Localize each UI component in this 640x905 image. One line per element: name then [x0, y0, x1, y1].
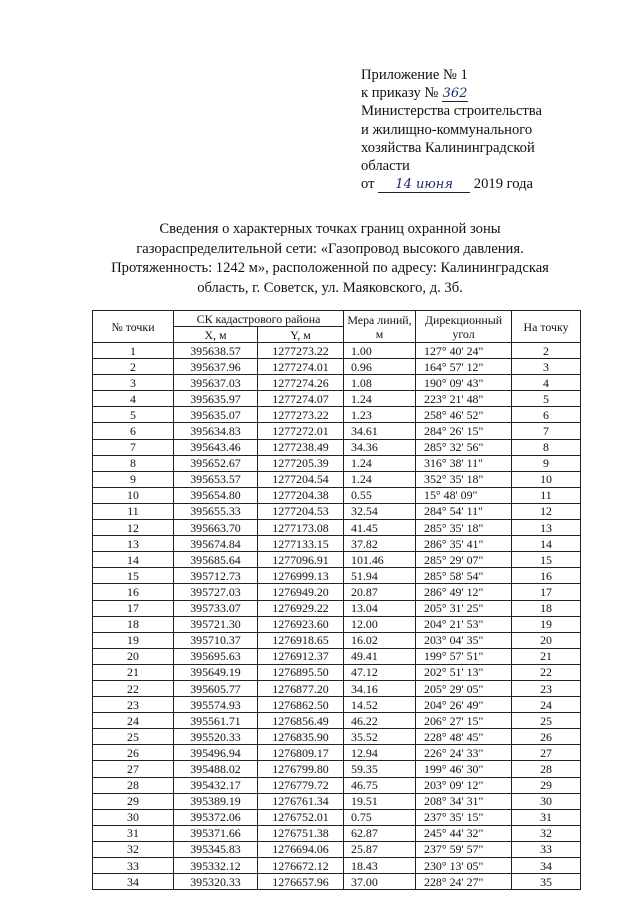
boundary-points-table	[92, 310, 581, 890]
direction-angle-cell: 204° 21' 53"	[416, 616, 512, 632]
y-coordinate-cell: 1276751.38	[258, 825, 344, 841]
to-point-cell: 30	[512, 793, 581, 809]
point-number-cell: 14	[93, 552, 174, 568]
x-coordinate-cell: 395371.66	[174, 825, 258, 841]
heading-line: область, г. Советск, ул. Маяковского, д. 3б.	[197, 279, 463, 296]
point-number-cell: 6	[93, 423, 174, 439]
y-coordinate-cell: 1276895.50	[258, 664, 344, 680]
ministry-line: области	[361, 158, 410, 175]
direction-angle-cell: 205° 31' 25"	[416, 600, 512, 616]
to-point-cell: 33	[512, 841, 581, 857]
line-length-cell: 47.12	[344, 664, 416, 680]
x-coordinate-cell: 395649.19	[174, 664, 258, 680]
direction-angle-cell: 204° 26' 49"	[416, 697, 512, 713]
line-length-cell: 12.94	[344, 745, 416, 761]
x-coordinate-cell: 395488.02	[174, 761, 258, 777]
point-number-cell: 11	[93, 503, 174, 519]
point-number-cell: 3	[93, 375, 174, 391]
x-coordinate-cell: 395655.33	[174, 503, 258, 519]
table-row	[93, 584, 581, 600]
x-coordinate-cell: 395653.57	[174, 471, 258, 487]
x-coordinate-cell: 395654.80	[174, 487, 258, 503]
table-row	[93, 777, 581, 793]
y-coordinate-cell: 1277274.07	[258, 391, 344, 407]
to-point-cell: 9	[512, 455, 581, 471]
y-coordinate-cell: 1277238.49	[258, 439, 344, 455]
line-length-cell: 0.96	[344, 359, 416, 375]
appendix-title: Приложение № 1	[361, 67, 468, 83]
x-coordinate-cell: 395712.73	[174, 568, 258, 584]
point-number-cell: 18	[93, 616, 174, 632]
heading-line: Сведения о характерных точках границ охранной зоны	[159, 221, 501, 237]
table-row	[93, 568, 581, 584]
to-point-cell: 24	[512, 697, 581, 713]
date-suffix: 2019 года	[473, 176, 534, 193]
line-length-cell: 37.82	[344, 536, 416, 552]
direction-angle-cell: 237° 59' 57"	[416, 841, 512, 857]
y-coordinate-cell: 1276672.12	[258, 858, 344, 874]
x-coordinate-cell: 395695.63	[174, 648, 258, 664]
header-sk-group: СК кадастрового района	[174, 311, 344, 327]
direction-angle-cell: 228° 48' 45"	[416, 729, 512, 745]
line-length-cell: 14.52	[344, 697, 416, 713]
y-coordinate-cell: 1276877.20	[258, 680, 344, 696]
table-row	[93, 520, 581, 536]
appendix-block	[361, 66, 621, 193]
to-point-cell: 13	[512, 520, 581, 536]
y-coordinate-cell: 1276694.06	[258, 841, 344, 857]
y-coordinate-cell: 1276799.80	[258, 761, 344, 777]
point-number-cell: 20	[93, 648, 174, 664]
table-row	[93, 407, 581, 423]
table-row	[93, 825, 581, 841]
table-row	[93, 713, 581, 729]
point-number-cell: 15	[93, 568, 174, 584]
line-length-cell: 1.00	[344, 343, 416, 359]
point-number-cell: 22	[93, 680, 174, 696]
direction-angle-cell: 15° 48' 09"	[416, 487, 512, 503]
to-point-cell: 3	[512, 359, 581, 375]
line-length-cell: 1.08	[344, 375, 416, 391]
line-length-cell: 34.61	[344, 423, 416, 439]
to-point-cell: 5	[512, 391, 581, 407]
y-coordinate-cell: 1276918.65	[258, 632, 344, 648]
document-heading	[100, 220, 560, 298]
table-row	[93, 680, 581, 696]
to-point-cell: 35	[512, 874, 581, 890]
to-point-cell: 31	[512, 809, 581, 825]
y-coordinate-cell: 1277096.91	[258, 552, 344, 568]
x-coordinate-cell: 395389.19	[174, 793, 258, 809]
line-length-cell: 19.51	[344, 793, 416, 809]
direction-angle-cell: 285° 35' 18"	[416, 520, 512, 536]
table-row	[93, 761, 581, 777]
line-length-cell: 13.04	[344, 600, 416, 616]
to-point-cell: 16	[512, 568, 581, 584]
line-length-cell: 37.00	[344, 874, 416, 890]
line-length-cell: 25.87	[344, 841, 416, 857]
table-row	[93, 503, 581, 519]
y-coordinate-cell: 1276923.60	[258, 616, 344, 632]
table-row	[93, 439, 581, 455]
table-row	[93, 616, 581, 632]
point-number-cell: 27	[93, 761, 174, 777]
to-point-cell: 10	[512, 471, 581, 487]
x-coordinate-cell: 395727.03	[174, 584, 258, 600]
table-row	[93, 552, 581, 568]
direction-angle-cell: 199° 46' 30"	[416, 761, 512, 777]
direction-angle-cell: 285° 58' 54"	[416, 568, 512, 584]
to-point-cell: 18	[512, 600, 581, 616]
point-number-cell: 13	[93, 536, 174, 552]
date-line	[361, 175, 621, 193]
y-coordinate-cell: 1276835.90	[258, 729, 344, 745]
to-point-cell: 32	[512, 825, 581, 841]
direction-angle-cell: 230° 13' 05"	[416, 858, 512, 874]
line-length-cell: 34.36	[344, 439, 416, 455]
line-length-cell: 0.75	[344, 809, 416, 825]
table-row	[93, 648, 581, 664]
table-row	[93, 858, 581, 874]
direction-angle-cell: 208° 34' 31"	[416, 793, 512, 809]
line-length-cell: 101.46	[344, 552, 416, 568]
y-coordinate-cell: 1277273.22	[258, 407, 344, 423]
to-point-cell: 29	[512, 777, 581, 793]
point-number-cell: 17	[93, 600, 174, 616]
direction-angle-cell: 286° 35' 41"	[416, 536, 512, 552]
x-coordinate-cell: 395332.12	[174, 858, 258, 874]
direction-angle-cell: 258° 46' 52"	[416, 407, 512, 423]
direction-angle-cell: 202° 51' 13"	[416, 664, 512, 680]
point-number-cell: 10	[93, 487, 174, 503]
point-number-cell: 4	[93, 391, 174, 407]
direction-angle-cell: 199° 57' 51"	[416, 648, 512, 664]
to-point-cell: 8	[512, 439, 581, 455]
table-row	[93, 600, 581, 616]
direction-angle-cell: 245° 44' 32"	[416, 825, 512, 841]
line-length-cell: 32.54	[344, 503, 416, 519]
heading-line: Протяженность: 1242 м», расположенной по адресу: Калининградская	[111, 260, 549, 276]
line-length-cell: 1.24	[344, 471, 416, 487]
y-coordinate-cell: 1276657.96	[258, 874, 344, 890]
ministry-line: и жилищно-коммунального	[361, 121, 533, 138]
table-row	[93, 745, 581, 761]
line-length-cell: 1.24	[344, 391, 416, 407]
to-point-cell: 19	[512, 616, 581, 632]
y-coordinate-cell: 1276862.50	[258, 697, 344, 713]
direction-angle-cell: 237° 35' 15"	[416, 809, 512, 825]
y-coordinate-cell: 1276929.22	[258, 600, 344, 616]
table-row	[93, 375, 581, 391]
to-point-cell: 25	[512, 713, 581, 729]
x-coordinate-cell: 395710.37	[174, 632, 258, 648]
line-length-cell: 59.35	[344, 761, 416, 777]
header-to-point: На точку	[512, 311, 581, 343]
direction-angle-cell: 205° 29' 05"	[416, 680, 512, 696]
table-row	[93, 632, 581, 648]
x-coordinate-cell: 395605.77	[174, 680, 258, 696]
order-number: 362	[442, 86, 468, 102]
point-number-cell: 30	[93, 809, 174, 825]
to-point-cell: 6	[512, 407, 581, 423]
direction-angle-cell: 206° 27' 15"	[416, 713, 512, 729]
line-length-cell: 12.00	[344, 616, 416, 632]
x-coordinate-cell: 395685.64	[174, 552, 258, 568]
direction-angle-cell: 190° 09' 43"	[416, 375, 512, 391]
y-coordinate-cell: 1277274.01	[258, 359, 344, 375]
header-y: Y, м	[258, 327, 344, 343]
direction-angle-cell: 226° 24' 33"	[416, 745, 512, 761]
y-coordinate-cell: 1277272.01	[258, 423, 344, 439]
header-x: X, м	[174, 327, 258, 343]
x-coordinate-cell: 395320.33	[174, 874, 258, 890]
table-row	[93, 841, 581, 857]
x-coordinate-cell: 395496.94	[174, 745, 258, 761]
x-coordinate-cell: 395634.83	[174, 423, 258, 439]
line-length-cell: 16.02	[344, 632, 416, 648]
line-length-cell: 62.87	[344, 825, 416, 841]
x-coordinate-cell: 395574.93	[174, 697, 258, 713]
y-coordinate-cell: 1277204.53	[258, 503, 344, 519]
point-number-cell: 32	[93, 841, 174, 857]
table-row	[93, 487, 581, 503]
direction-angle-cell: 352° 35' 18"	[416, 471, 512, 487]
point-number-cell: 12	[93, 520, 174, 536]
line-length-cell: 35.52	[344, 729, 416, 745]
line-length-cell: 46.22	[344, 713, 416, 729]
table-row	[93, 793, 581, 809]
to-point-cell: 11	[512, 487, 581, 503]
point-number-cell: 33	[93, 858, 174, 874]
point-number-cell: 24	[93, 713, 174, 729]
to-point-cell: 22	[512, 664, 581, 680]
x-coordinate-cell: 395733.07	[174, 600, 258, 616]
direction-angle-cell: 127° 40' 24"	[416, 343, 512, 359]
to-point-cell: 2	[512, 343, 581, 359]
table-row	[93, 423, 581, 439]
x-coordinate-cell: 395432.17	[174, 777, 258, 793]
table-row	[93, 729, 581, 745]
table-row	[93, 874, 581, 890]
direction-angle-cell: 285° 29' 07"	[416, 552, 512, 568]
table-row	[93, 697, 581, 713]
x-coordinate-cell: 395637.03	[174, 375, 258, 391]
to-point-cell: 20	[512, 632, 581, 648]
line-length-cell: 49.41	[344, 648, 416, 664]
to-point-cell: 14	[512, 536, 581, 552]
y-coordinate-cell: 1276779.72	[258, 777, 344, 793]
x-coordinate-cell: 395635.97	[174, 391, 258, 407]
point-number-cell: 2	[93, 359, 174, 375]
point-number-cell: 31	[93, 825, 174, 841]
to-point-cell: 21	[512, 648, 581, 664]
to-point-cell: 26	[512, 729, 581, 745]
table-row	[93, 343, 581, 359]
table-row	[93, 455, 581, 471]
y-coordinate-cell: 1277204.38	[258, 487, 344, 503]
to-point-cell: 15	[512, 552, 581, 568]
to-point-cell: 34	[512, 858, 581, 874]
to-point-cell: 27	[512, 745, 581, 761]
to-point-cell: 4	[512, 375, 581, 391]
y-coordinate-cell: 1277204.54	[258, 471, 344, 487]
x-coordinate-cell: 395637.96	[174, 359, 258, 375]
point-number-cell: 29	[93, 793, 174, 809]
header-point-number: № точки	[93, 311, 174, 343]
line-length-cell: 34.16	[344, 680, 416, 696]
y-coordinate-cell: 1277273.22	[258, 343, 344, 359]
x-coordinate-cell: 395643.46	[174, 439, 258, 455]
point-number-cell: 8	[93, 455, 174, 471]
line-length-cell: 46.75	[344, 777, 416, 793]
y-coordinate-cell: 1276912.37	[258, 648, 344, 664]
x-coordinate-cell: 395652.67	[174, 455, 258, 471]
point-number-cell: 16	[93, 584, 174, 600]
direction-angle-cell: 284° 26' 15"	[416, 423, 512, 439]
point-number-cell: 7	[93, 439, 174, 455]
x-coordinate-cell: 395520.33	[174, 729, 258, 745]
point-number-cell: 19	[93, 632, 174, 648]
direction-angle-cell: 228° 24' 27"	[416, 874, 512, 890]
x-coordinate-cell: 395674.84	[174, 536, 258, 552]
direction-angle-cell: 316° 38' 11"	[416, 455, 512, 471]
y-coordinate-cell: 1277173.08	[258, 520, 344, 536]
y-coordinate-cell: 1277205.39	[258, 455, 344, 471]
table-row	[93, 809, 581, 825]
x-coordinate-cell: 395721.30	[174, 616, 258, 632]
y-coordinate-cell: 1276761.34	[258, 793, 344, 809]
table-row	[93, 391, 581, 407]
direction-angle-cell: 203° 09' 12"	[416, 777, 512, 793]
to-point-cell: 17	[512, 584, 581, 600]
point-number-cell: 23	[93, 697, 174, 713]
direction-angle-cell: 223° 21' 48"	[416, 391, 512, 407]
to-point-cell: 12	[512, 503, 581, 519]
to-point-cell: 23	[512, 680, 581, 696]
point-number-cell: 5	[93, 407, 174, 423]
header-angle: Дирекционный угол	[416, 311, 512, 343]
point-number-cell: 21	[93, 664, 174, 680]
to-point-cell: 28	[512, 761, 581, 777]
x-coordinate-cell: 395638.57	[174, 343, 258, 359]
table-body	[93, 343, 581, 890]
date-handwritten: 14 июня	[378, 177, 470, 193]
y-coordinate-cell: 1276809.17	[258, 745, 344, 761]
direction-angle-cell: 164° 57' 12"	[416, 359, 512, 375]
direction-angle-cell: 284° 54' 11"	[416, 503, 512, 519]
line-length-cell: 1.23	[344, 407, 416, 423]
y-coordinate-cell: 1276949.20	[258, 584, 344, 600]
point-number-cell: 1	[93, 343, 174, 359]
y-coordinate-cell: 1276999.13	[258, 568, 344, 584]
direction-angle-cell: 286° 49' 12"	[416, 584, 512, 600]
ministry-line: Министерства строительства	[361, 103, 542, 120]
line-length-cell: 18.43	[344, 858, 416, 874]
line-length-cell: 1.24	[344, 455, 416, 471]
point-number-cell: 34	[93, 874, 174, 890]
table-row	[93, 664, 581, 680]
x-coordinate-cell: 395635.07	[174, 407, 258, 423]
table-row	[93, 536, 581, 552]
x-coordinate-cell: 395345.83	[174, 841, 258, 857]
date-prefix: от	[361, 176, 375, 193]
point-number-cell: 28	[93, 777, 174, 793]
x-coordinate-cell: 395561.71	[174, 713, 258, 729]
direction-angle-cell: 203° 04' 35"	[416, 632, 512, 648]
order-prefix: к приказу №	[361, 85, 439, 102]
point-number-cell: 26	[93, 745, 174, 761]
ministry-line: хозяйства Калининградской	[361, 139, 535, 156]
line-length-cell: 51.94	[344, 568, 416, 584]
point-number-cell: 9	[93, 471, 174, 487]
to-point-cell: 7	[512, 423, 581, 439]
x-coordinate-cell: 395372.06	[174, 809, 258, 825]
y-coordinate-cell: 1277274.26	[258, 375, 344, 391]
line-length-cell: 0.55	[344, 487, 416, 503]
y-coordinate-cell: 1276752.01	[258, 809, 344, 825]
y-coordinate-cell: 1277133.15	[258, 536, 344, 552]
direction-angle-cell: 285° 32' 56"	[416, 439, 512, 455]
x-coordinate-cell: 395663.70	[174, 520, 258, 536]
line-length-cell: 20.87	[344, 584, 416, 600]
heading-line: газораспределительной сети: «Газопровод высокого давления.	[136, 240, 524, 257]
table-row	[93, 359, 581, 375]
table-row	[93, 471, 581, 487]
line-length-cell: 41.45	[344, 520, 416, 536]
order-line	[361, 84, 621, 102]
y-coordinate-cell: 1276856.49	[258, 713, 344, 729]
header-length: Мера линий, м	[344, 311, 416, 343]
point-number-cell: 25	[93, 729, 174, 745]
